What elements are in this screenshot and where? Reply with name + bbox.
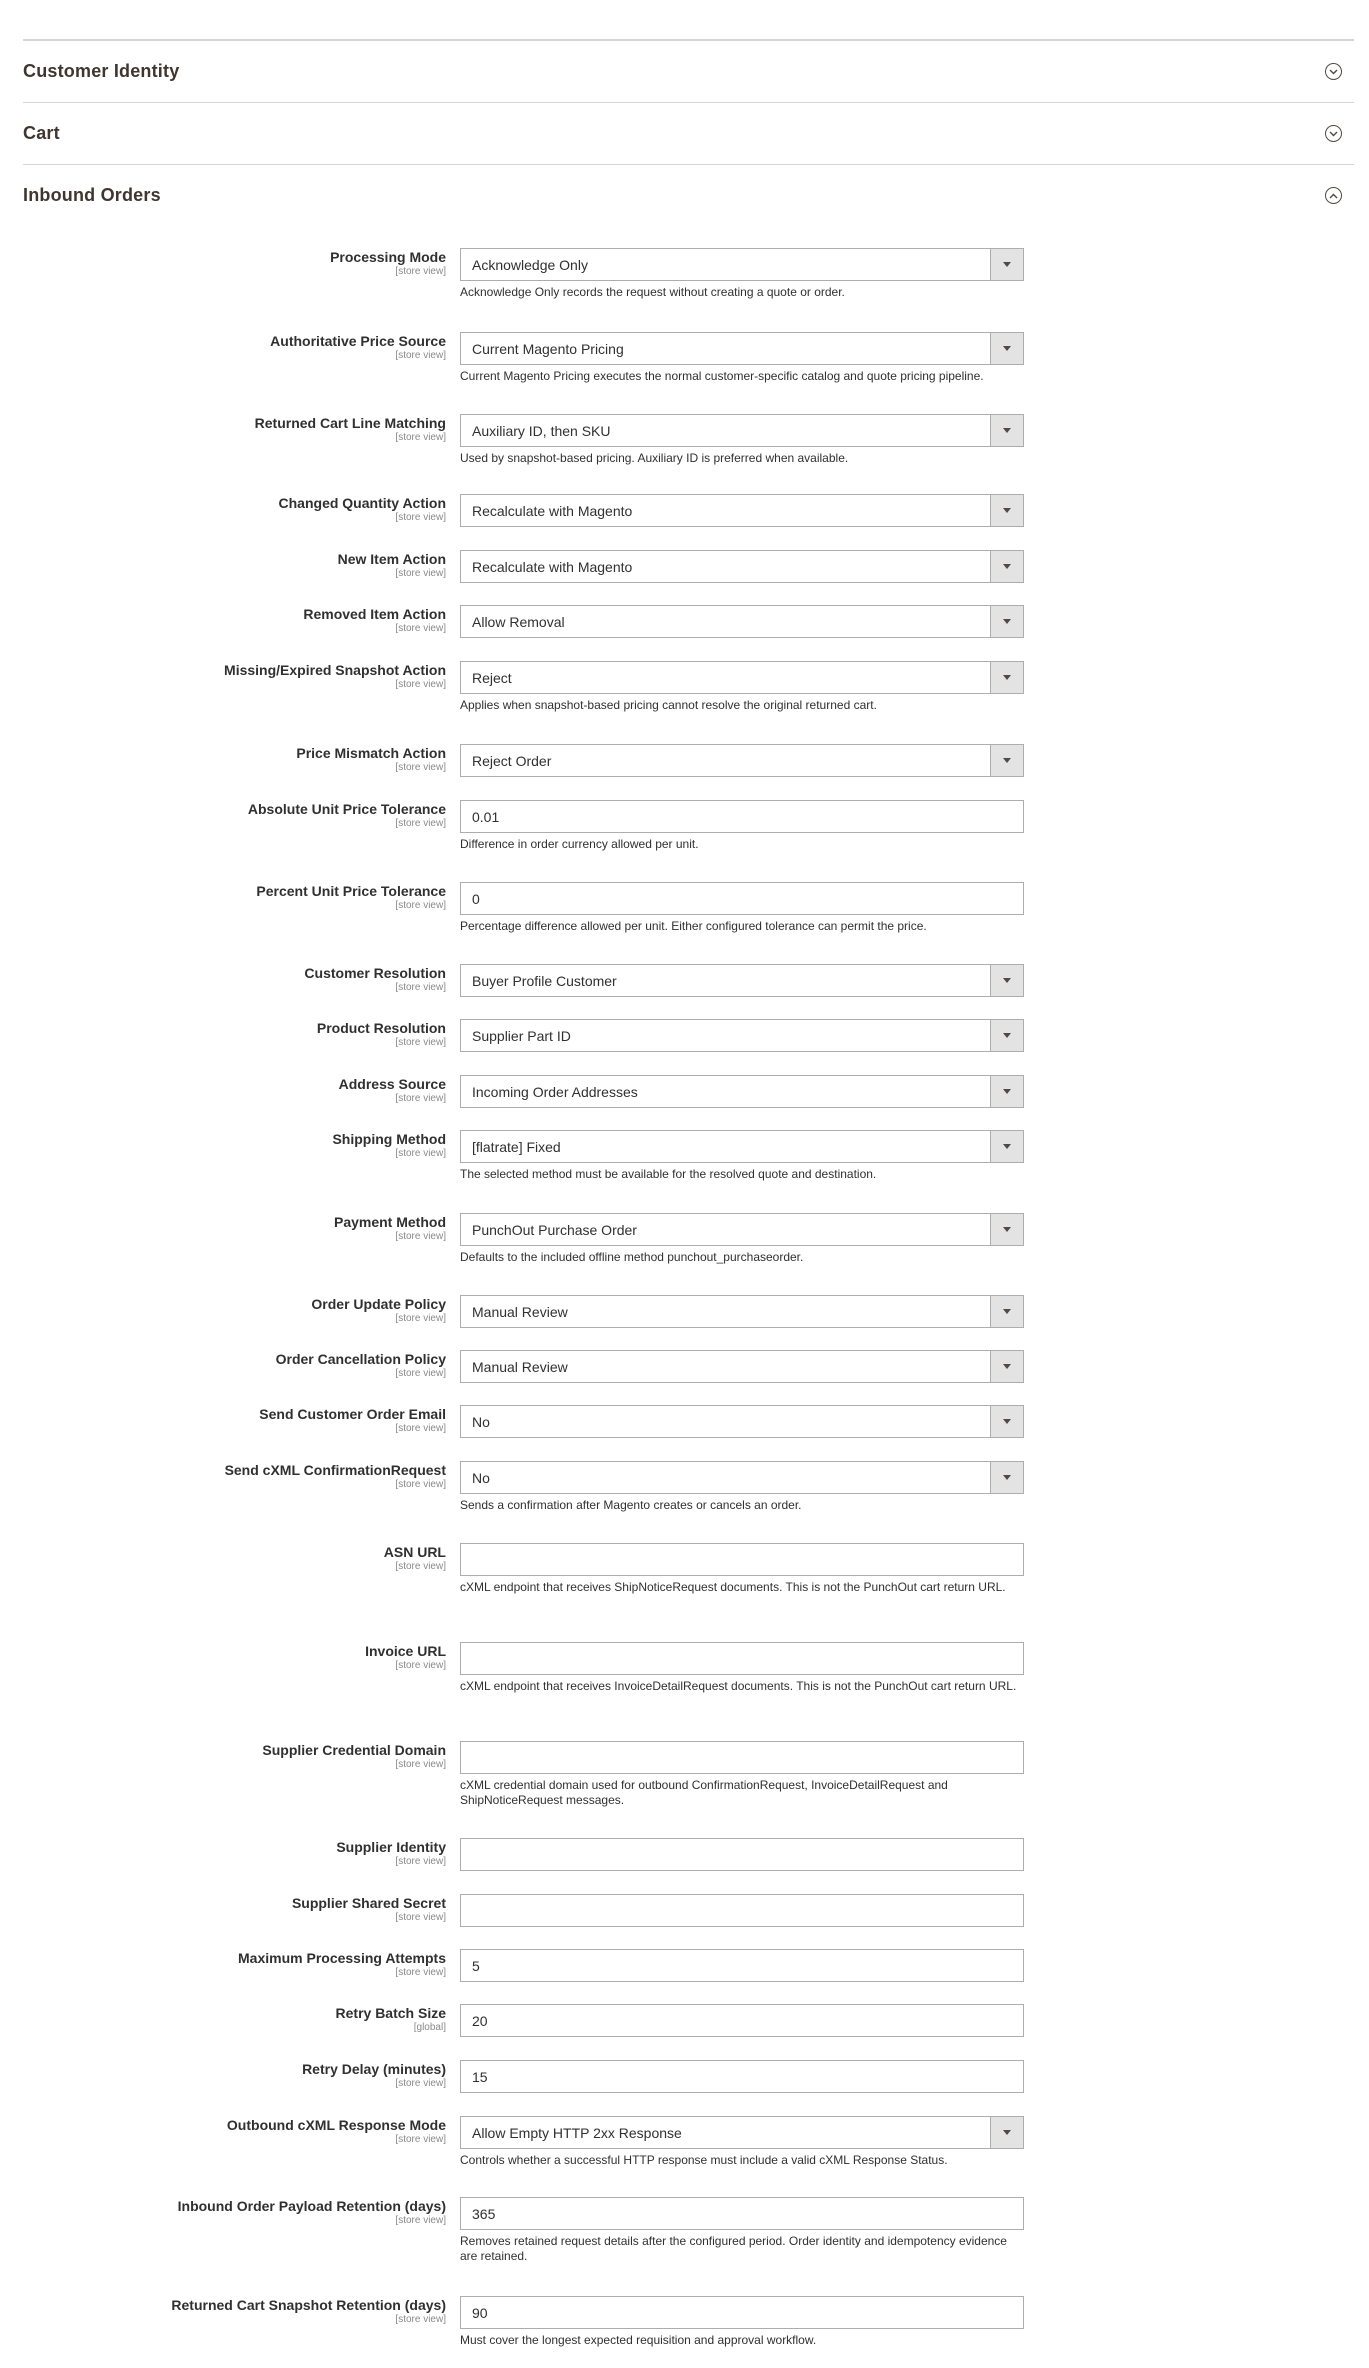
dropdown-arrow-icon[interactable]	[990, 662, 1023, 693]
new-item-action-select[interactable]	[460, 550, 1024, 583]
field-note: Acknowledge Only records the request without creating a quote or order.	[460, 285, 845, 299]
field-value: 90	[472, 2304, 488, 2321]
order-cancellation-policy-select[interactable]	[460, 1350, 1024, 1383]
field-label	[86, 1131, 446, 1159]
field-note: cXML endpoint that receives ShipNoticeRequest documents. This is not the PunchOut cart return URL.	[460, 1580, 1006, 1594]
scope-label: [store view]	[395, 1093, 446, 1104]
section-title: Inbound Orders	[23, 185, 161, 205]
supplier-identity-input[interactable]	[460, 1838, 1024, 1871]
order-update-policy-select[interactable]	[460, 1295, 1024, 1328]
field-value: Recalculate with Magento	[472, 558, 633, 575]
field-label-text: Retry Delay (minutes)	[302, 2061, 446, 2077]
scope-label: [store view]	[395, 1967, 446, 1978]
field-value: Acknowledge Only	[472, 256, 588, 273]
scope-label: [store view]	[395, 1423, 446, 1434]
field-value: Reject Order	[472, 752, 552, 769]
dropdown-arrow-icon[interactable]	[990, 745, 1023, 776]
retry-delay-minutes-input[interactable]	[460, 2060, 1024, 2093]
field-label	[86, 333, 446, 361]
field-value: Allow Removal	[472, 613, 565, 630]
product-resolution-select[interactable]	[460, 1019, 1024, 1052]
field-label-text: New Item Action	[337, 551, 446, 567]
field-label-text: Missing/Expired Snapshot Action	[224, 662, 446, 678]
send-cxml-confirmationrequest-select[interactable]	[460, 1461, 1024, 1494]
scope-label: [store view]	[395, 679, 446, 690]
field-label	[86, 1895, 446, 1923]
field-value: Manual Review	[472, 1358, 568, 1375]
field-label	[86, 965, 446, 993]
scope-label: [store view]	[395, 1313, 446, 1324]
field-note: Controls whether a successful HTTP response must include a valid cXML Response Status.	[460, 2153, 948, 2167]
scope-label: [store view]	[395, 1231, 446, 1242]
field-label-text: Customer Resolution	[304, 965, 446, 981]
dropdown-arrow-icon[interactable]	[990, 1462, 1023, 1493]
dropdown-arrow-icon[interactable]	[990, 415, 1023, 446]
field-label-text: Maximum Processing Attempts	[238, 1950, 446, 1966]
field-value: 365	[472, 2205, 496, 2222]
field-note: cXML endpoint that receives InvoiceDetailRequest documents. This is not the PunchOut cart return URL.	[460, 1679, 1017, 1693]
asn-url-input[interactable]	[460, 1543, 1024, 1576]
chevron-down-icon[interactable]	[1325, 63, 1342, 80]
field-label	[86, 1214, 446, 1242]
field-label	[86, 1406, 446, 1434]
field-label-text: Changed Quantity Action	[278, 495, 446, 511]
scope-label: [store view]	[395, 982, 446, 993]
changed-quantity-action-select[interactable]	[460, 494, 1024, 527]
scope-label: [store view]	[395, 1660, 446, 1671]
field-label	[86, 2117, 446, 2145]
field-note: Removes retained request details after the configured period. Order identity and idempotency evidence are retained.	[460, 2234, 1007, 2263]
field-label-text: Address Source	[338, 1076, 446, 1092]
field-label	[86, 1020, 446, 1048]
supplier-shared-secret-input[interactable]	[460, 1894, 1024, 1927]
field-label	[86, 1839, 446, 1867]
scope-label: [store view]	[395, 2215, 446, 2226]
price-mismatch-action-select[interactable]	[460, 744, 1024, 777]
field-label	[86, 801, 446, 829]
field-note: Applies when snapshot-based pricing cannot resolve the original returned cart.	[460, 698, 877, 712]
field-value: No	[472, 1413, 490, 1430]
customer-resolution-select[interactable]	[460, 964, 1024, 997]
scope-label: [store view]	[395, 512, 446, 523]
field-note: Difference in order currency allowed per unit.	[460, 837, 699, 851]
field-label-text: Returned Cart Line Matching	[254, 415, 446, 431]
scope-label: [store view]	[395, 432, 446, 443]
field-label-text: Send Customer Order Email	[259, 1406, 446, 1422]
field-value: Current Magento Pricing	[472, 340, 624, 357]
processing-mode-select[interactable]	[460, 248, 1024, 281]
field-label-text: Authoritative Price Source	[270, 333, 446, 349]
scope-label: [store view]	[395, 1912, 446, 1923]
field-label-text: Price Mismatch Action	[296, 745, 446, 761]
field-value: Manual Review	[472, 1303, 568, 1320]
field-label	[86, 495, 446, 523]
field-value: 0.01	[472, 808, 500, 825]
field-label	[86, 1076, 446, 1104]
removed-item-action-select[interactable]	[460, 605, 1024, 638]
supplier-credential-domain-input[interactable]	[460, 1741, 1024, 1774]
field-value: 0	[472, 890, 480, 907]
field-label	[86, 662, 446, 690]
field-label	[86, 883, 446, 911]
dropdown-arrow-icon[interactable]	[990, 1020, 1023, 1051]
field-label-text: Supplier Shared Secret	[291, 1895, 446, 1911]
dropdown-arrow-icon[interactable]	[990, 1351, 1023, 1382]
dropdown-arrow-icon[interactable]	[990, 2117, 1023, 2148]
field-label	[86, 2198, 446, 2226]
scope-label: [store view]	[395, 1856, 446, 1867]
scope-label: [store view]	[395, 1037, 446, 1048]
field-note: Used by snapshot-based pricing. Auxiliary ID is preferred when available.	[460, 451, 849, 465]
dropdown-arrow-icon[interactable]	[990, 1131, 1023, 1162]
field-label-text: Outbound cXML Response Mode	[226, 2117, 446, 2133]
address-source-select[interactable]	[460, 1075, 1024, 1108]
percent-unit-price-tolerance-input[interactable]	[460, 882, 1024, 915]
field-label-text: Removed Item Action	[303, 606, 446, 622]
dropdown-arrow-icon[interactable]	[990, 965, 1023, 996]
scope-label: [store view]	[395, 350, 446, 361]
scope-label: [store view]	[395, 1479, 446, 1490]
chevron-up-icon[interactable]	[1325, 187, 1342, 204]
field-note: Current Magento Pricing executes the normal customer-specific catalog and quote pricing pipeline.	[460, 369, 984, 383]
field-label	[86, 1351, 446, 1379]
maximum-processing-attempts-input[interactable]	[460, 1949, 1024, 1982]
scope-label: [store view]	[395, 568, 446, 579]
field-note: The selected method must be available for the resolved quote and destination.	[460, 1167, 877, 1181]
inbound-order-payload-retention-input[interactable]	[460, 2197, 1024, 2230]
scope-label: [global]	[413, 2022, 446, 2033]
field-note: cXML credential domain used for outbound ConfirmationRequest, InvoiceDetailRequest and ShipNoticeRequest messages.	[460, 1778, 948, 1807]
field-value: 15	[472, 2068, 488, 2085]
field-label	[86, 1742, 446, 1770]
field-value: Reject	[472, 669, 512, 686]
field-label	[86, 249, 446, 277]
payment-method-select[interactable]	[460, 1213, 1024, 1246]
dropdown-arrow-icon[interactable]	[990, 606, 1023, 637]
field-label	[86, 551, 446, 579]
section-inbound-orders[interactable]	[23, 164, 1354, 226]
field-label-text: Inbound Order Payload Retention (days)	[177, 2198, 446, 2214]
field-label	[86, 2061, 446, 2089]
field-value: Supplier Part ID	[472, 1027, 571, 1044]
scope-label: [store view]	[395, 1148, 446, 1159]
section-cart[interactable]	[23, 102, 1354, 164]
field-label-text: Order Update Policy	[311, 1296, 446, 1312]
send-customer-order-email-select[interactable]	[460, 1405, 1024, 1438]
section-title: Customer Identity	[23, 61, 180, 81]
field-label-text: Payment Method	[333, 1214, 446, 1230]
field-label-text: Absolute Unit Price Tolerance	[247, 801, 446, 817]
field-note: Must cover the longest expected requisition and approval workflow.	[460, 2333, 817, 2347]
field-note: Sends a confirmation after Magento creates or cancels an order.	[460, 1498, 802, 1512]
field-label	[86, 415, 446, 443]
field-label-text: Invoice URL	[365, 1643, 446, 1659]
field-note: Defaults to the included offline method punchout_purchaseorder.	[460, 1250, 804, 1264]
field-label	[86, 1643, 446, 1671]
field-value: PunchOut Purchase Order	[472, 1221, 637, 1238]
invoice-url-input[interactable]	[460, 1642, 1024, 1675]
field-value: No	[472, 1469, 490, 1486]
field-note: Percentage difference allowed per unit. Either configured tolerance can permit the price.	[460, 919, 927, 933]
missing-expired-snapshot-action-select[interactable]	[460, 661, 1024, 694]
retry-batch-size-input[interactable]	[460, 2004, 1024, 2037]
scope-label: [store view]	[395, 1759, 446, 1770]
scope-label: [store view]	[395, 266, 446, 277]
dropdown-arrow-icon[interactable]	[990, 1296, 1023, 1327]
outbound-cxml-response-mode-select[interactable]	[460, 2116, 1024, 2149]
scope-label: [store view]	[395, 818, 446, 829]
scope-label: [store view]	[395, 1368, 446, 1379]
field-value: Recalculate with Magento	[472, 502, 633, 519]
field-label	[86, 745, 446, 773]
field-label-text: Percent Unit Price Tolerance	[256, 883, 446, 899]
field-label-text: Retry Batch Size	[335, 2005, 446, 2021]
field-value: Buyer Profile Customer	[472, 972, 617, 989]
field-label	[86, 1950, 446, 1978]
chevron-down-icon[interactable]	[1325, 125, 1342, 142]
field-label-text: Order Cancellation Policy	[275, 1351, 446, 1367]
authoritative-price-source-select[interactable]	[460, 332, 1024, 365]
field-value: 20	[472, 2012, 488, 2029]
field-label-text: Supplier Credential Domain	[262, 1742, 446, 1758]
dropdown-arrow-icon[interactable]	[990, 249, 1023, 280]
returned-cart-line-matching-select[interactable]	[460, 414, 1024, 447]
field-value: Auxiliary ID, then SKU	[472, 422, 611, 439]
field-label	[86, 2297, 446, 2325]
field-label-text: Product Resolution	[316, 1020, 446, 1036]
field-label-text: Processing Mode	[330, 249, 446, 265]
field-value: Allow Empty HTTP 2xx Response	[472, 2124, 682, 2141]
field-value: Incoming Order Addresses	[472, 1083, 638, 1100]
scope-label: [store view]	[395, 1561, 446, 1572]
field-value: 5	[472, 1957, 480, 1974]
absolute-unit-price-tolerance-input[interactable]	[460, 800, 1024, 833]
scope-label: [store view]	[395, 900, 446, 911]
scope-label: [store view]	[395, 2078, 446, 2089]
field-label	[86, 2005, 446, 2033]
returned-cart-snapshot-retention-input[interactable]	[460, 2296, 1024, 2329]
scope-label: [store view]	[395, 623, 446, 634]
field-label	[86, 1462, 446, 1490]
section-title: Cart	[23, 123, 60, 143]
dropdown-arrow-icon[interactable]	[990, 333, 1023, 364]
dropdown-arrow-icon[interactable]	[990, 551, 1023, 582]
dropdown-arrow-icon[interactable]	[990, 495, 1023, 526]
dropdown-arrow-icon[interactable]	[990, 1214, 1023, 1245]
field-label-text: ASN URL	[383, 1544, 446, 1560]
section-customer-identity[interactable]	[23, 40, 1354, 102]
shipping-method-select[interactable]	[460, 1130, 1024, 1163]
field-label	[86, 1544, 446, 1572]
field-label-text: Send cXML ConfirmationRequest	[224, 1462, 446, 1478]
field-label-text: Supplier Identity	[336, 1839, 446, 1855]
field-value: [flatrate] Fixed	[472, 1138, 561, 1155]
scope-label: [store view]	[395, 762, 446, 773]
field-label-text: Returned Cart Snapshot Retention (days)	[171, 2297, 446, 2313]
scope-label: [store view]	[395, 2134, 446, 2145]
field-label	[86, 1296, 446, 1324]
dropdown-arrow-icon[interactable]	[990, 1076, 1023, 1107]
field-label-text: Shipping Method	[332, 1131, 446, 1147]
field-label	[86, 606, 446, 634]
scope-label: [store view]	[395, 2314, 446, 2325]
dropdown-arrow-icon[interactable]	[990, 1406, 1023, 1437]
